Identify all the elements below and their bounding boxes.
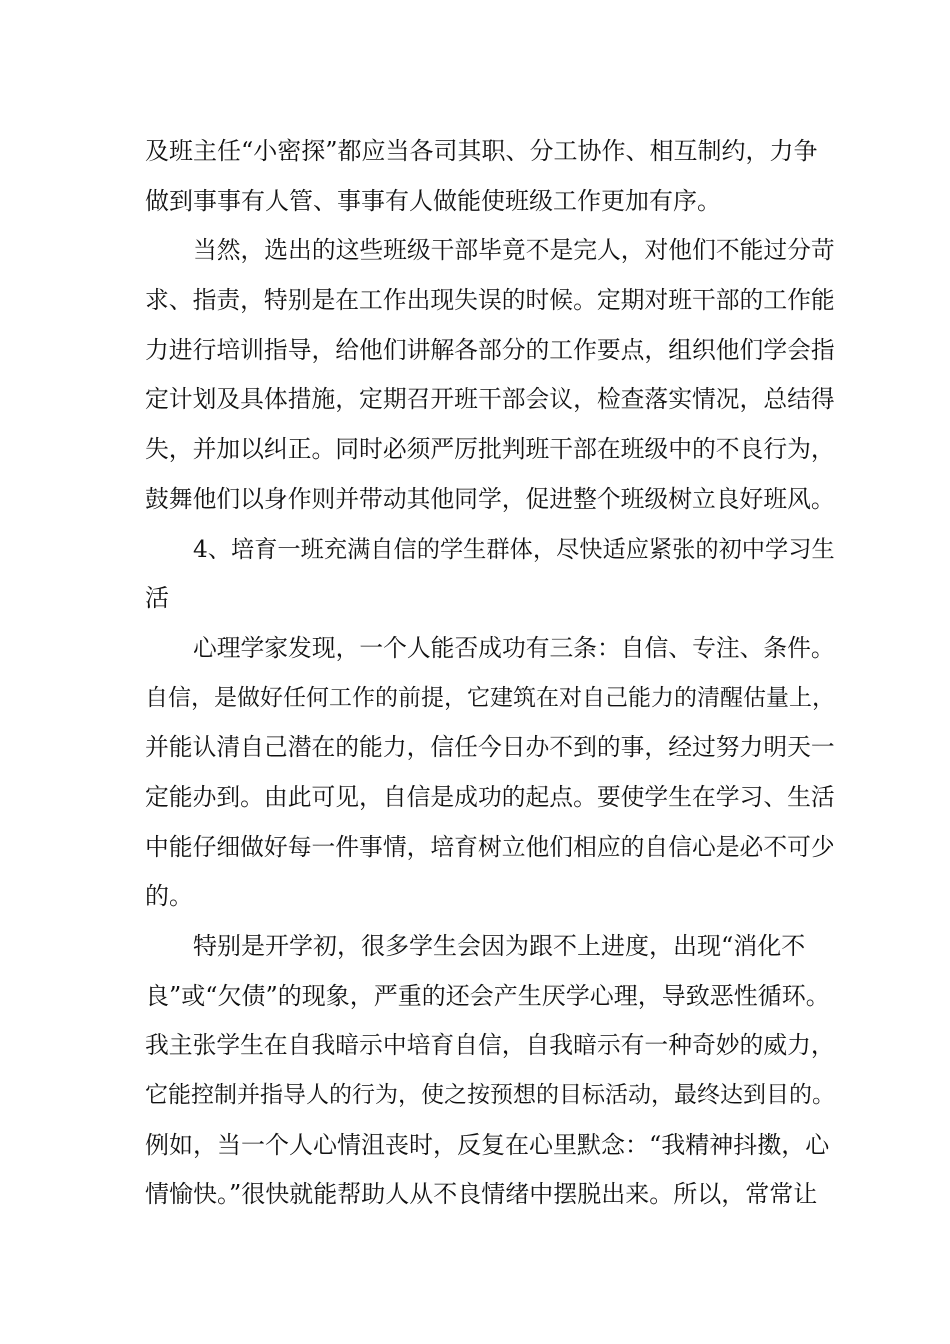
text-line: 失，并加以纠正。同时必须严厉批判班干部在班级中的不良行为， <box>145 435 835 464</box>
text-line: 自信，是做好任何工作的前提，它建筑在对自己能力的清醒估量上， <box>145 684 835 711</box>
document-body <box>145 127 835 1220</box>
text-line: 的。 <box>145 882 193 911</box>
text-line: 心理学家发现，一个人能否成功有三条：自信、专注、条件。 <box>193 633 835 662</box>
text-line: 当然，选出的这些班级干部毕竟不是完人，对他们不能过分苛 <box>193 236 835 265</box>
text-line: 鼓舞他们以身作则并带动其他同学，促进整个班级树立良好班风。 <box>145 484 835 513</box>
text-line: 及班主任“小密探”都应当各司其职、分工协作、相互制约，力争 <box>145 137 818 165</box>
text-line: 我主张学生在自我暗示中培育自信，自我暗示有一种奇妙的威力， <box>145 1031 835 1060</box>
text-line: 求、指责，特别是在工作出现失误的时候。定期对班干部的工作能 <box>145 286 835 315</box>
text-line: 情愉快。”很快就能帮助人从不良情绪中摆脱出来。所以，常常让 <box>145 1180 818 1209</box>
text-line: 4、培育一班充满自信的学生群体，尽快适应紧张的初中学习生 <box>193 535 835 563</box>
text-line: 定计划及具体措施，定期召开班干部会议，检查落实情况，总结得 <box>145 385 835 414</box>
text-line: 例如，当一个人心情沮丧时，反复在心里默念：“我精神抖擞，心 <box>145 1130 830 1159</box>
text-line: 活 <box>145 584 169 613</box>
text-line: 良”或“欠债”的现象，严重的还会产生厌学心理，导致恶性循环。 <box>145 981 830 1010</box>
text-line: 特别是开学初，很多学生会因为跟不上进度，出现“消化不 <box>193 932 806 960</box>
text-line: 定能办到。由此可见，自信是成功的起点。要使学生在学习、生活 <box>145 782 835 811</box>
text-line: 它能控制并指导人的行为，使之按预想的目标活动，最终达到目的。 <box>145 1082 835 1109</box>
text-line: 做到事事有人管、事事有人做能使班级工作更加有序。 <box>145 186 721 215</box>
text-line: 中能仔细做好每一件事情，培育树立他们相应的自信心是必不可少 <box>145 832 835 861</box>
text-line: 力进行培训指导，给他们讲解各部分的工作要点，组织他们学会指 <box>145 335 835 364</box>
text-line: 并能认清自己潜在的能力，信任今日办不到的事，经过努力明天一 <box>145 733 835 762</box>
